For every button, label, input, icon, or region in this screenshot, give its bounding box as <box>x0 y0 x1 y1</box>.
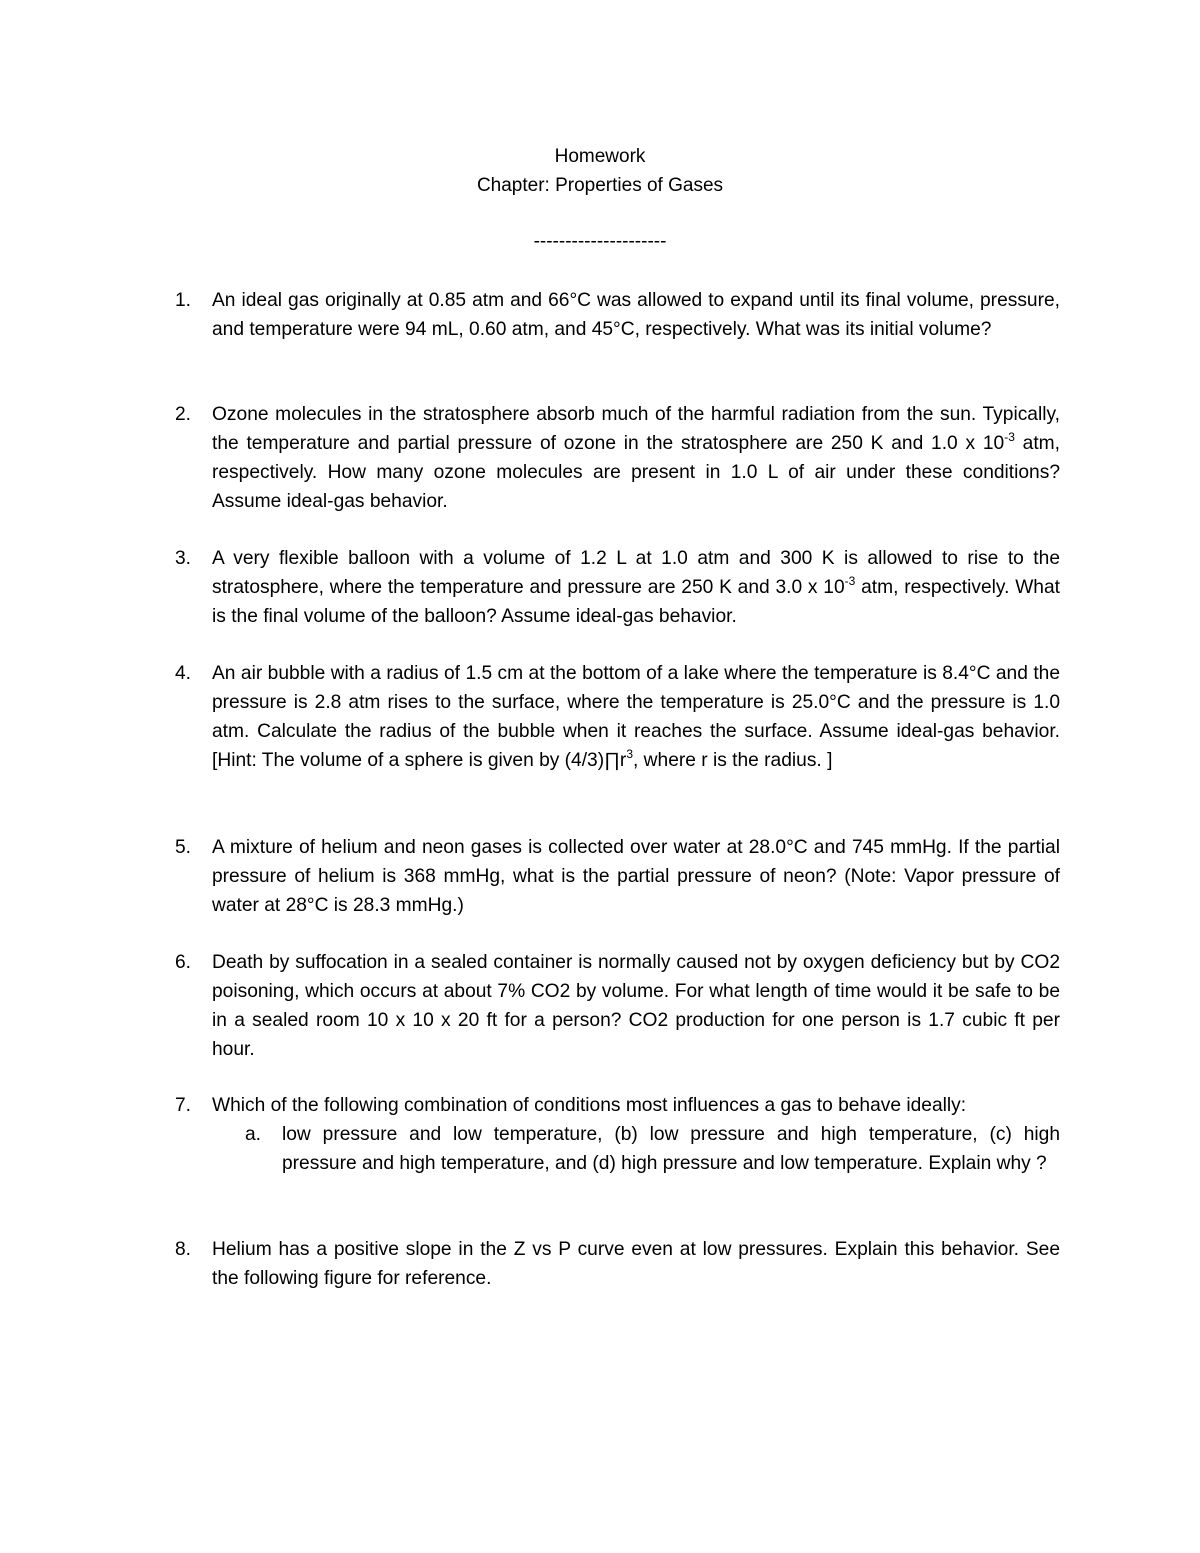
question-number: 4. <box>175 663 192 684</box>
question-item-7 <box>175 1091 1060 1178</box>
question-text-part: atm, respectively. How many ozone molecules are present in 1.0 L of air under these conditions? Assume ideal-gas behavior. <box>212 433 1060 512</box>
question-item-8 <box>175 1235 1060 1293</box>
question-item-6 <box>175 948 1060 1064</box>
question-item-3 <box>175 544 1060 631</box>
question-number: 8. <box>175 1239 192 1260</box>
question-number: 7. <box>175 1095 192 1116</box>
question-item-1 <box>175 286 1060 344</box>
option-text: low pressure and low temperature, (b) low pressure and high temperature, (c) high pressure and high temperature, and (d) high pressure and low temperature. Explain why ? <box>282 1124 1060 1174</box>
answer-options <box>245 1120 1060 1178</box>
question-text-part: , where r is the radius. ] <box>633 750 833 771</box>
question-text-part: atm, respectively. What is the final volume of the balloon? Assume ideal-gas behavior. <box>212 577 1060 627</box>
question-item-4 <box>175 659 1060 775</box>
question-item-5 <box>175 833 1060 920</box>
dashed-separator: --------------------- <box>533 231 667 252</box>
question-text <box>212 659 1060 775</box>
question-number: 5. <box>175 837 192 858</box>
question-text <box>212 544 1060 631</box>
question-number: 3. <box>175 548 192 569</box>
question-text: An ideal gas originally at 0.85 atm and 66°C was allowed to expand until its final volume, pressure, and temperature were 94 mL, 0.60 atm, and 45°C, respectively. What was its initial volume? <box>212 290 1060 340</box>
question-text: Death by suffocation in a sealed container is normally caused not by oxygen deficiency but by CO2 poisoning, which occurs at about 7% CO2 by volume. For what length of time would it be safe to be in a sealed room 10 x 10 x 20 ft for a person? CO2 production for one person is 1.7 cubic ft per hour. <box>212 952 1060 1060</box>
chapter-subtitle: Chapter: Properties of Gases <box>476 175 724 196</box>
page-title: Homework <box>554 146 646 167</box>
question-text: Which of the following combination of conditions most influences a gas to behave ideally: <box>212 1095 967 1116</box>
question-text: A mixture of helium and neon gases is collected over water at 28.0°C and 745 mmHg. If the partial pressure of helium is 368 mmHg, what is the partial pressure of neon? (Note: Vapor pressure of water at 28°C is 28.3 mmHg.) <box>212 837 1060 916</box>
question-text-part: A very flexible balloon with a volume of 1.2 L at 1.0 atm and 300 K is allowed to rise to the stratosphere, where the temperature and pressure are 250 K and 3.0 x 10 <box>212 548 1060 598</box>
exponent: -3 <box>1004 429 1015 444</box>
question-number: 1. <box>175 290 192 311</box>
question-item-2 <box>175 400 1060 516</box>
question-number: 2. <box>175 404 192 425</box>
option-letter: a. <box>245 1124 262 1145</box>
question-text <box>212 400 1060 516</box>
question-text-part: Ozone molecules in the stratosphere absorb much of the harmful radiation from the sun. Typically, the temperature and partial pressure of ozone in the stratosphere are 250 K and 1.0 x 10 <box>212 404 1060 454</box>
question-text-part: An air bubble with a radius of 1.5 cm at the bottom of a lake where the temperature is 8.4°C and the pressure is 2.8 atm rises to the surface, where the temperature is 25.0°C and the pressure is 1.0 atm. Calculate the radius of the bubble when it reaches the surface. Assume ideal-gas behavior. [Hint: The volume of a sphere is given by (4/3)∏r <box>212 663 1060 771</box>
question-number: 6. <box>175 952 192 973</box>
exponent: -3 <box>844 573 856 588</box>
question-text: Helium has a positive slope in the Z vs P curve even at low pressures. Explain this behavior. See the following figure for reference. <box>212 1239 1060 1289</box>
exponent: 3 <box>626 746 633 761</box>
